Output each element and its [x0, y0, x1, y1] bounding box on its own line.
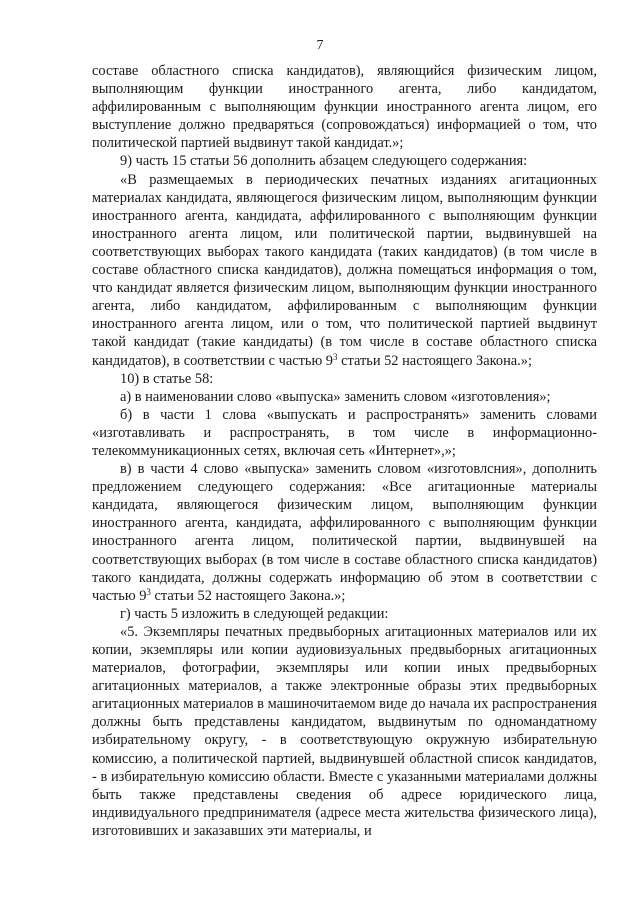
- paragraph: [92, 623, 597, 840]
- paragraph: [92, 62, 597, 152]
- paragraph-text: б) в части 1 слова «выпускать и распространять» заменить словами «изготавливать и распространять, в том числе в информационно-телекоммуникационных сетях, включая сеть «Интернет»,»;: [92, 406, 597, 459]
- paragraph-text: г) часть 5 изложить в следующей редакции:: [120, 605, 389, 622]
- paragraph-text: а) в наименовании слово «выпуска» заменить словом «изготовления»;: [120, 388, 551, 405]
- paragraph-text: 9) часть 15 статьи 56 дополнить абзацем следующего содержания:: [120, 153, 528, 170]
- paragraph-text: «5. Экземпляры печатных предвыборных агитационных материалов или их копии, экземпляры или копии аудиовизуальных предвыборных агитационных материалов, фотографии, экземпляры или копии иных предвыборных агитационных материалов, а также электронные образы этих предвыборных агитационных материалов в машиночитаемом виде до начала их распространения должны быть представлены кандидатом, выдвинутым по одномандатному избирательному округу, - в соответствующую окружную избирательную комиссию, а политической партией, выдвинувшей областной список кандидатов, - в избирательную комиссию области. Вместе с указанными материалами должны быть также представлены сведения об адресе юридического лица, индивидуального предпринимателя (адресе места жительства физического лица), изготовивших и заказавших эти материалы, и: [92, 623, 597, 839]
- paragraph-text: составе областного списка кандидатов), являющийся физическим лицом, выполняющим функции иностранного агента, либо кандидатом, аффилированным с выполняющим функции иностранного агента лицом, его выступление должно предваряться (сопровождаться) информацией о том, что политической партией выдвинут такой кандидат.»;: [92, 63, 597, 152]
- superscript: 3: [146, 586, 151, 597]
- paragraph-text: в) в части 4 слово «выпуска» заменить словом «изготовлсния», дополнить предложением следующего содержания: «Все агитационные материалы кандидата, являющегося физическим лицом, выполняющим функции иностранного агента, кандидата, аффилированного с выполняющим функции иностранного агента лицом, политической партии, выдвинувшей на соответствующих выборах (в том числе в составе областного списка кандидатов) такого кандидата, должны содержать информацию об этом в соответствии с частью 9: [92, 461, 597, 604]
- paragraph: [92, 152, 597, 170]
- paragraph: [92, 460, 597, 605]
- paragraph: [92, 370, 597, 388]
- document-body: [92, 62, 597, 840]
- paragraph-text: «В размещаемых в периодических печатных изданиях агитационных материалах кандидата, являющегося физическим лицом, выполняющим функции иностранного агента, кандидата, аффилированного с выполняющим функции иностранного агента лицом, или политической партии, выдвинувшей на соответствующих выборах такого кандидата (таких кандидатов) (в том числе в составе областного списка кандидатов), должна помещаться информация о том, что кандидат является физическим лицом, выполняющим функции иностранного агента, либо кандидатом, аффилированным с выполняющим функции иностранного агента лицом, или о том, что политической партией выдвинут такой кандидат (такие кандидаты) (в том числе в составе областного списка кандидатов), в соответствии с частью 9: [92, 171, 597, 369]
- paragraph: [92, 171, 597, 370]
- superscript: 3: [333, 351, 338, 362]
- paragraph: [92, 605, 597, 623]
- page-number: 7: [316, 38, 324, 53]
- paragraph: [92, 406, 597, 460]
- paragraph-text: статьи 52 настоящего Закона.»;: [337, 352, 532, 369]
- paragraph-text: статьи 52 настоящего Закона.»;: [150, 587, 346, 604]
- paragraph-text: 10) в статье 58:: [120, 370, 214, 387]
- paragraph: [92, 388, 597, 406]
